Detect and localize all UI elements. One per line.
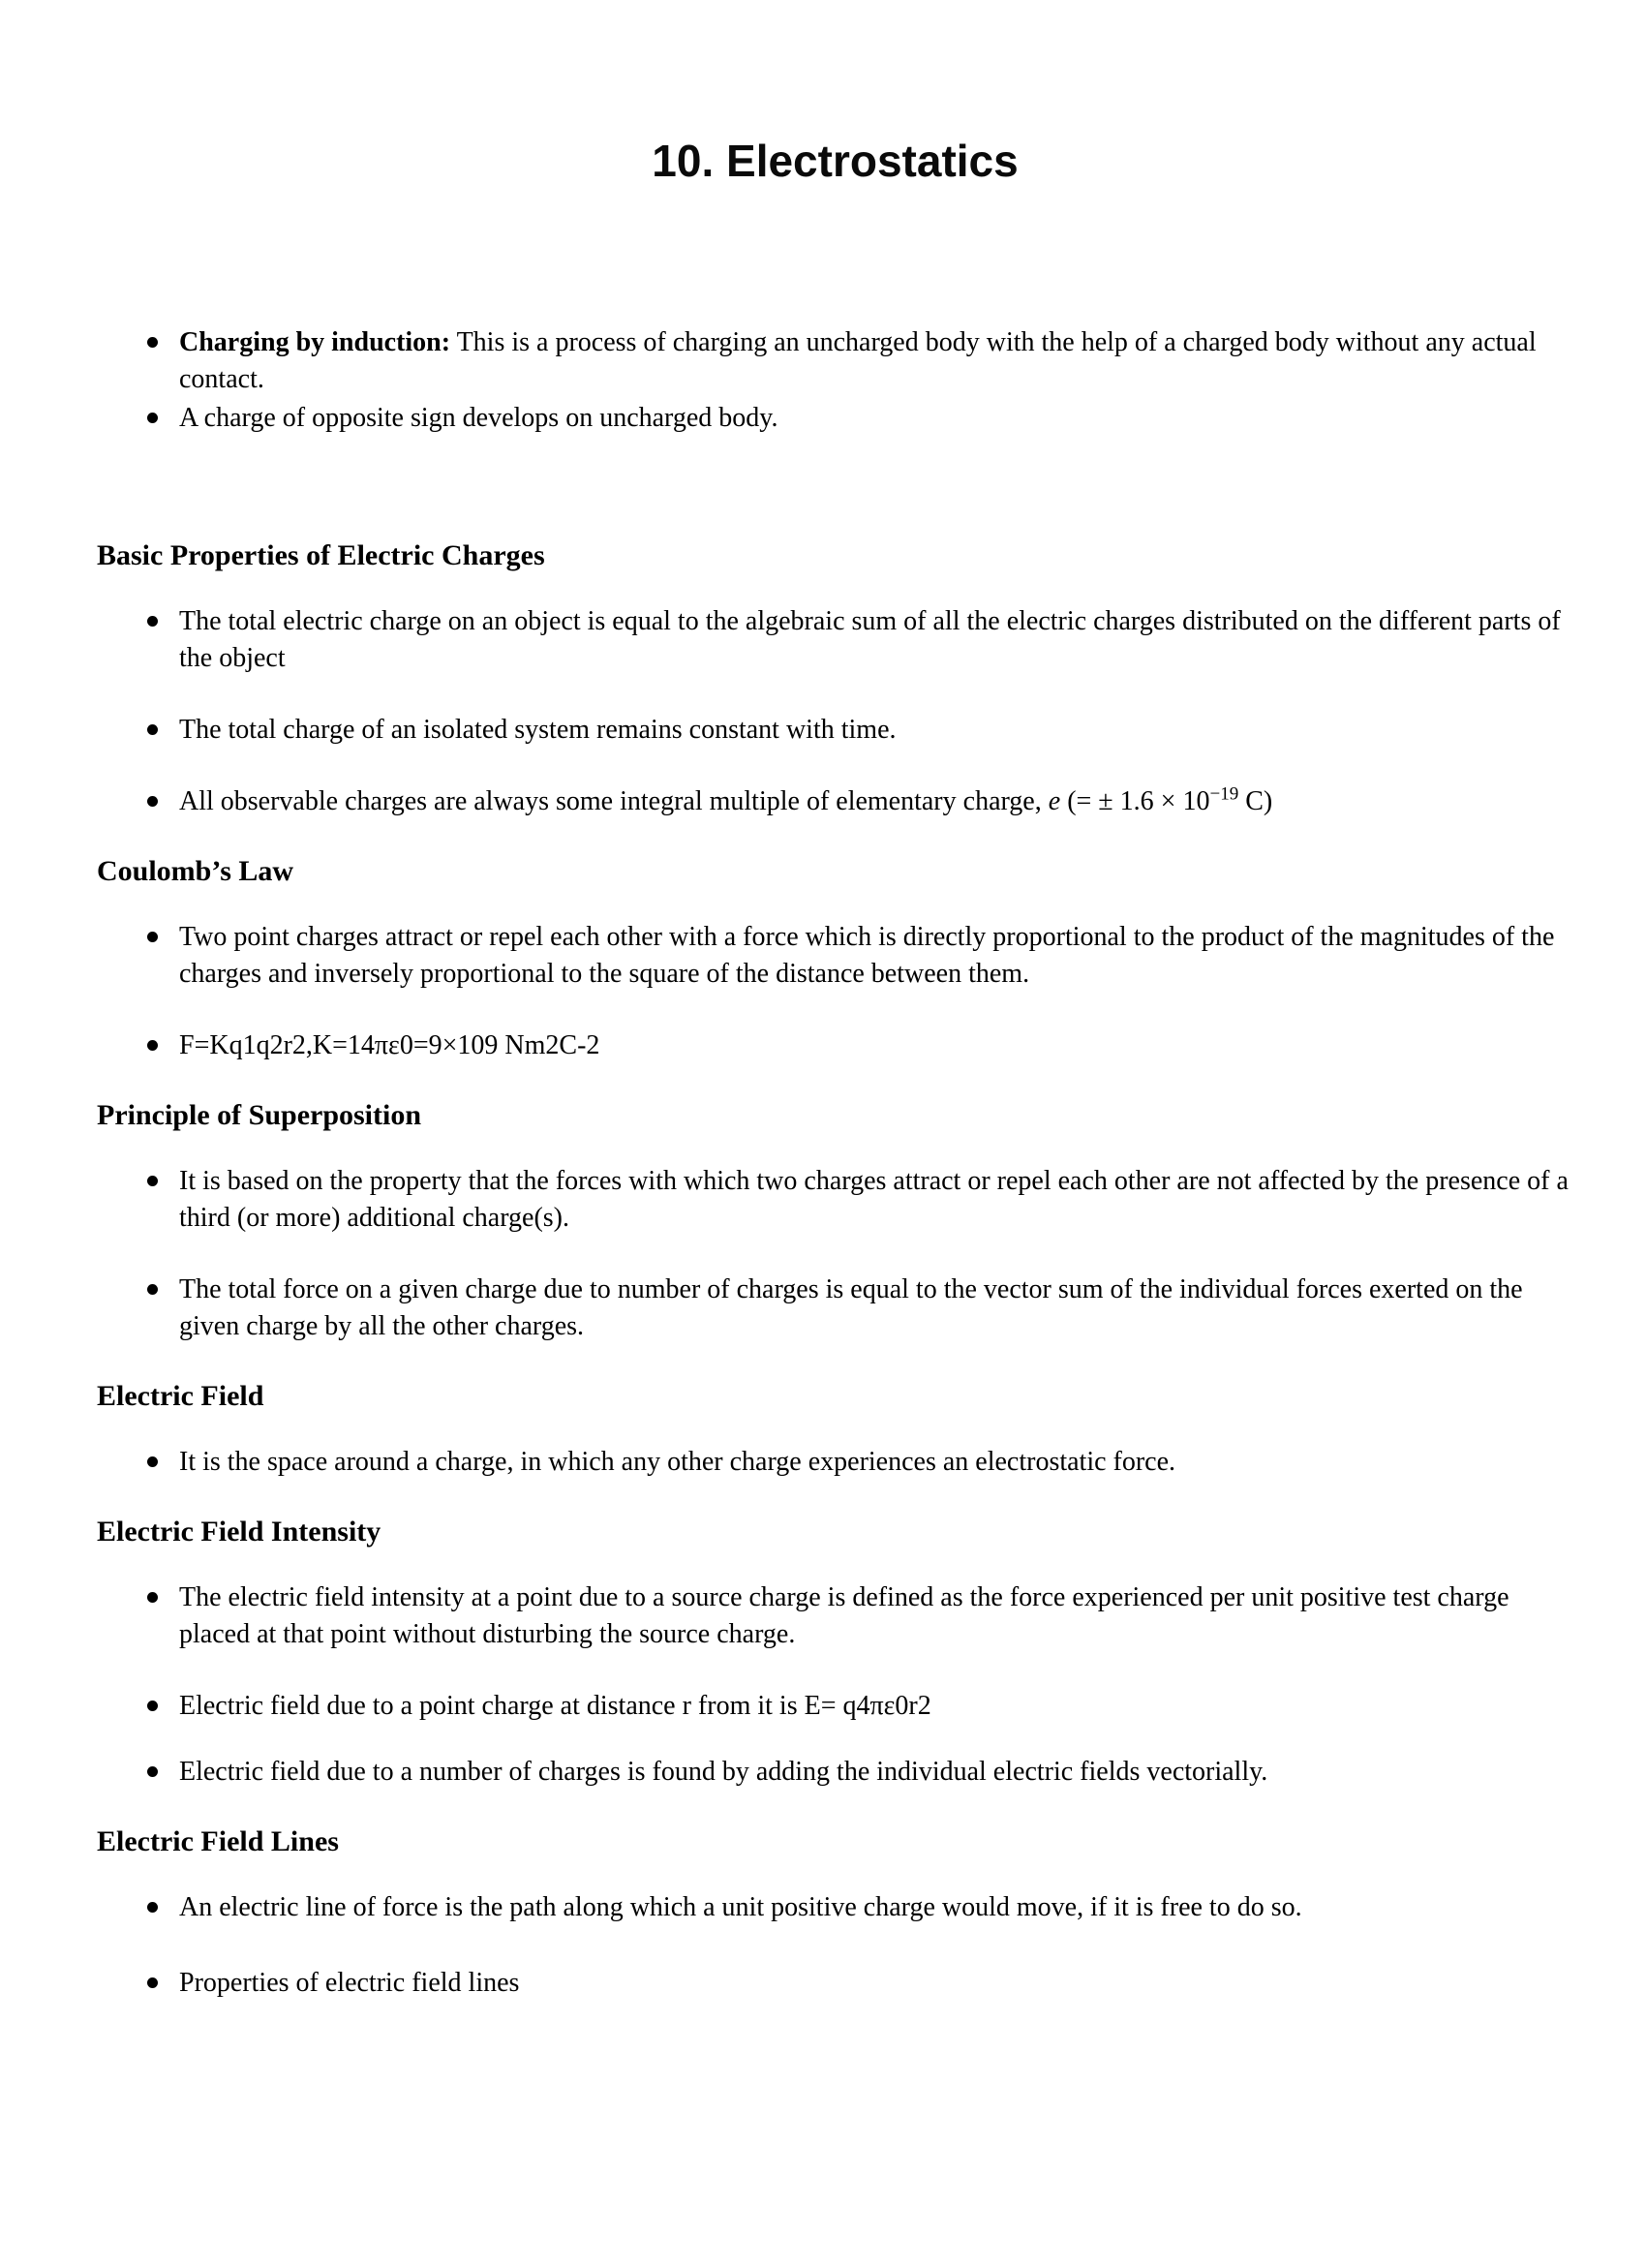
section-heading-field-intensity: Electric Field Intensity xyxy=(97,1516,381,1548)
section-heading-basic-properties: Basic Properties of Electric Charges xyxy=(97,539,545,571)
bullet-list-basic-properties xyxy=(97,603,1573,820)
section-electric-field-intensity xyxy=(97,1514,1573,1791)
bullet-list-superposition xyxy=(97,1163,1573,1345)
section-electric-field-lines xyxy=(97,1824,1573,2002)
italic-e-symbol: e xyxy=(1048,786,1061,816)
document-page xyxy=(0,138,1646,2268)
bullet-list-field-lines xyxy=(97,1889,1573,2002)
section-heading-field-lines: Electric Field Lines xyxy=(97,1825,339,1857)
bullet-list-electric-field xyxy=(97,1444,1573,1481)
section-coulombs-law xyxy=(97,853,1573,1064)
list-item-elementary-charge xyxy=(97,783,1573,820)
section-heading-electric-field: Electric Field xyxy=(97,1380,264,1412)
list-item-charging-by-induction xyxy=(97,324,1573,398)
list-item: The total force on a given charge due to number of charges is equal to the vector sum of the individual forces exerted on the given charge by all the other charges. xyxy=(97,1272,1573,1345)
section-principle-of-superposition xyxy=(97,1097,1573,1345)
list-item: It is the space around a charge, in which any other charge experiences an electrostatic force. xyxy=(97,1444,1573,1481)
list-item: The total electric charge on an object is equal to the algebraic sum of all the electric charges distributed on the different parts of the object xyxy=(97,603,1573,677)
intro-bullet-list xyxy=(97,324,1573,437)
list-item-coulomb-formula: F=Kq1q2r2,K=14πε0=9×109 Nm2C-2 xyxy=(97,1027,1573,1064)
bullet-bold-lead: Charging by induction: xyxy=(179,327,451,357)
list-item-field-formula: Electric field due to a point charge at distance r from it is E= q4πε0r2 xyxy=(97,1688,1573,1725)
list-item: Properties of electric field lines xyxy=(97,1965,1573,2002)
bullet-text: C) xyxy=(1238,786,1273,816)
section-heading-coulombs-law: Coulomb’s Law xyxy=(97,855,294,887)
bullet-list-field-intensity xyxy=(97,1579,1573,1791)
page-title: 10. Electrostatics xyxy=(652,136,1019,186)
bullet-list-coulombs-law xyxy=(97,919,1573,1064)
bullet-text: This is a process of charging an uncharged body with the help of a charged body without any actual contact. xyxy=(179,327,1537,394)
section-heading-superposition: Principle of Superposition xyxy=(97,1099,422,1131)
list-item: The total charge of an isolated system remains constant with time. xyxy=(97,712,1573,749)
list-item: An electric line of force is the path along which a unit positive charge would move, if it is free to do so. xyxy=(97,1889,1573,1926)
list-item-opposite-charge: A charge of opposite sign develops on uncharged body. xyxy=(97,400,1573,437)
exponent-superscript: −19 xyxy=(1209,783,1239,805)
section-electric-field xyxy=(97,1378,1573,1481)
bullet-text: All observable charges are always some integral multiple of elementary charge, xyxy=(179,786,1049,816)
list-item: Electric field due to a number of charges is found by adding the individual electric fields vectorially. xyxy=(97,1754,1573,1791)
list-item: It is based on the property that the forces with which two charges attract or repel each other are not affected by the presence of a third (or more) additional charge(s). xyxy=(97,1163,1573,1237)
bullet-text: (= ± 1.6 × 10 xyxy=(1060,786,1210,816)
section-basic-properties xyxy=(97,537,1573,820)
list-item: Two point charges attract or repel each other with a force which is directly proportional to the product of the magnitudes of the charges and inversely proportional to the square of the distance between them. xyxy=(97,919,1573,993)
list-item: The electric field intensity at a point due to a source charge is defined as the force experienced per unit positive test charge placed at that point without disturbing the source charge. xyxy=(97,1579,1573,1653)
